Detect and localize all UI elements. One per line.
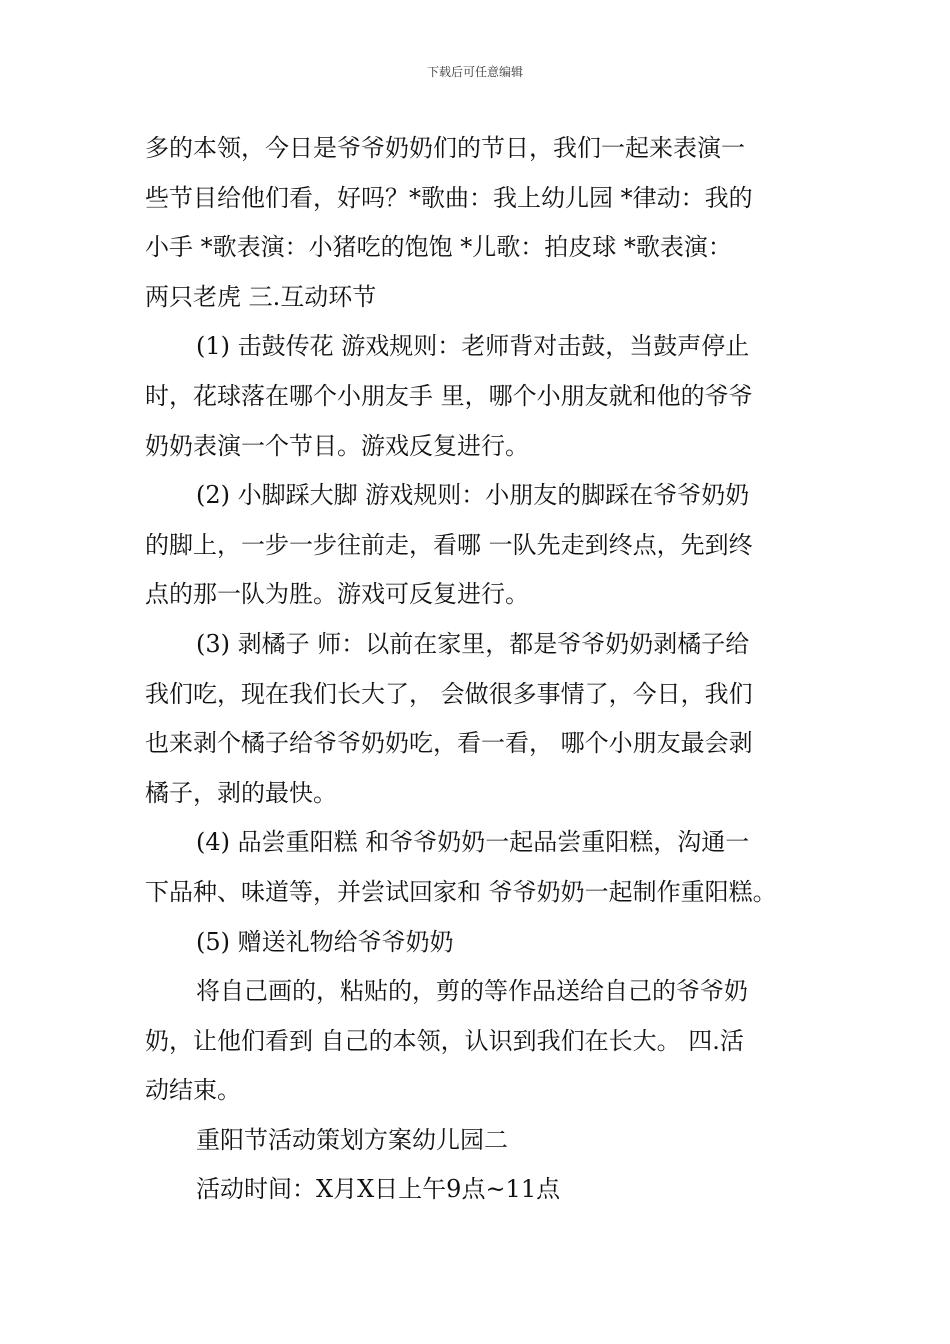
text-line: 两只老虎 三.互动环节 — [145, 282, 377, 311]
text-line: 奶，让他们看到 自己的本领，认识到我们在长大。 四.活 — [145, 1026, 744, 1055]
text-line: 也来剥个橘子给爷爷奶奶吃，看一看， 哪个小朋友最会剥 — [145, 729, 753, 758]
text-line: 下品种、味道等，并尝试回家和 爷爷奶奶一起制作重阳糕。 — [145, 877, 777, 906]
text-line: 动结束。 — [145, 1076, 241, 1105]
text-line: 点的那一队为胜。游戏可反复进行。 — [145, 580, 529, 609]
text-line: (2) 小脚踩大脚 游戏规则：小朋友的脚踩在爷爷奶奶 — [196, 481, 750, 510]
text-line: 些节目给他们看，好吗？*歌曲：我上幼儿园 *律动：我的 — [145, 183, 753, 212]
text-line: 将自己画的，粘贴的，剪的等作品送给自己的爷爷奶 — [196, 977, 748, 1006]
text-line: (5) 赠送礼物给爷爷奶奶 — [196, 927, 454, 956]
text-line: (1) 击鼓传花 游戏规则：老师背对击鼓，当鼓声停止 — [196, 332, 750, 361]
text-line: 奶奶表演一个节目。游戏反复进行。 — [145, 431, 529, 460]
text-line: 橘子，剥的最快。 — [145, 778, 337, 807]
text-line: 活动时间：X月X日上午9点~11点 — [196, 1175, 561, 1204]
text-line: (4) 品尝重阳糕 和爷爷奶奶一起品尝重阳糕，沟通一 — [196, 828, 750, 857]
text-line: 我们吃，现在我们长大了， 会做很多事情了，今日，我们 — [145, 679, 753, 708]
text-line: (3) 剥橘子 师：以前在家里，都是爷爷奶奶剥橘子给 — [196, 629, 750, 658]
text-line: 多的本领，今日是爷爷奶奶们的节日，我们一起来表演一 — [145, 134, 745, 162]
section-heading: 重阳节活动策划方案幼儿园二 — [196, 1125, 508, 1154]
text-line: 时，花球落在哪个小朋友手 里，哪个小朋友就和他的爷爷 — [145, 381, 753, 410]
text-line: 的脚上，一步一步往前走，看哪 一队先走到终点，先到终 — [145, 530, 753, 559]
page-header: 下载后可任意编辑 — [426, 65, 523, 79]
document-body — [145, 124, 807, 1215]
text-line: 小手 *歌表演：小猪吃的饱饱 *儿歌：拍皮球 *歌表演： — [145, 233, 732, 262]
